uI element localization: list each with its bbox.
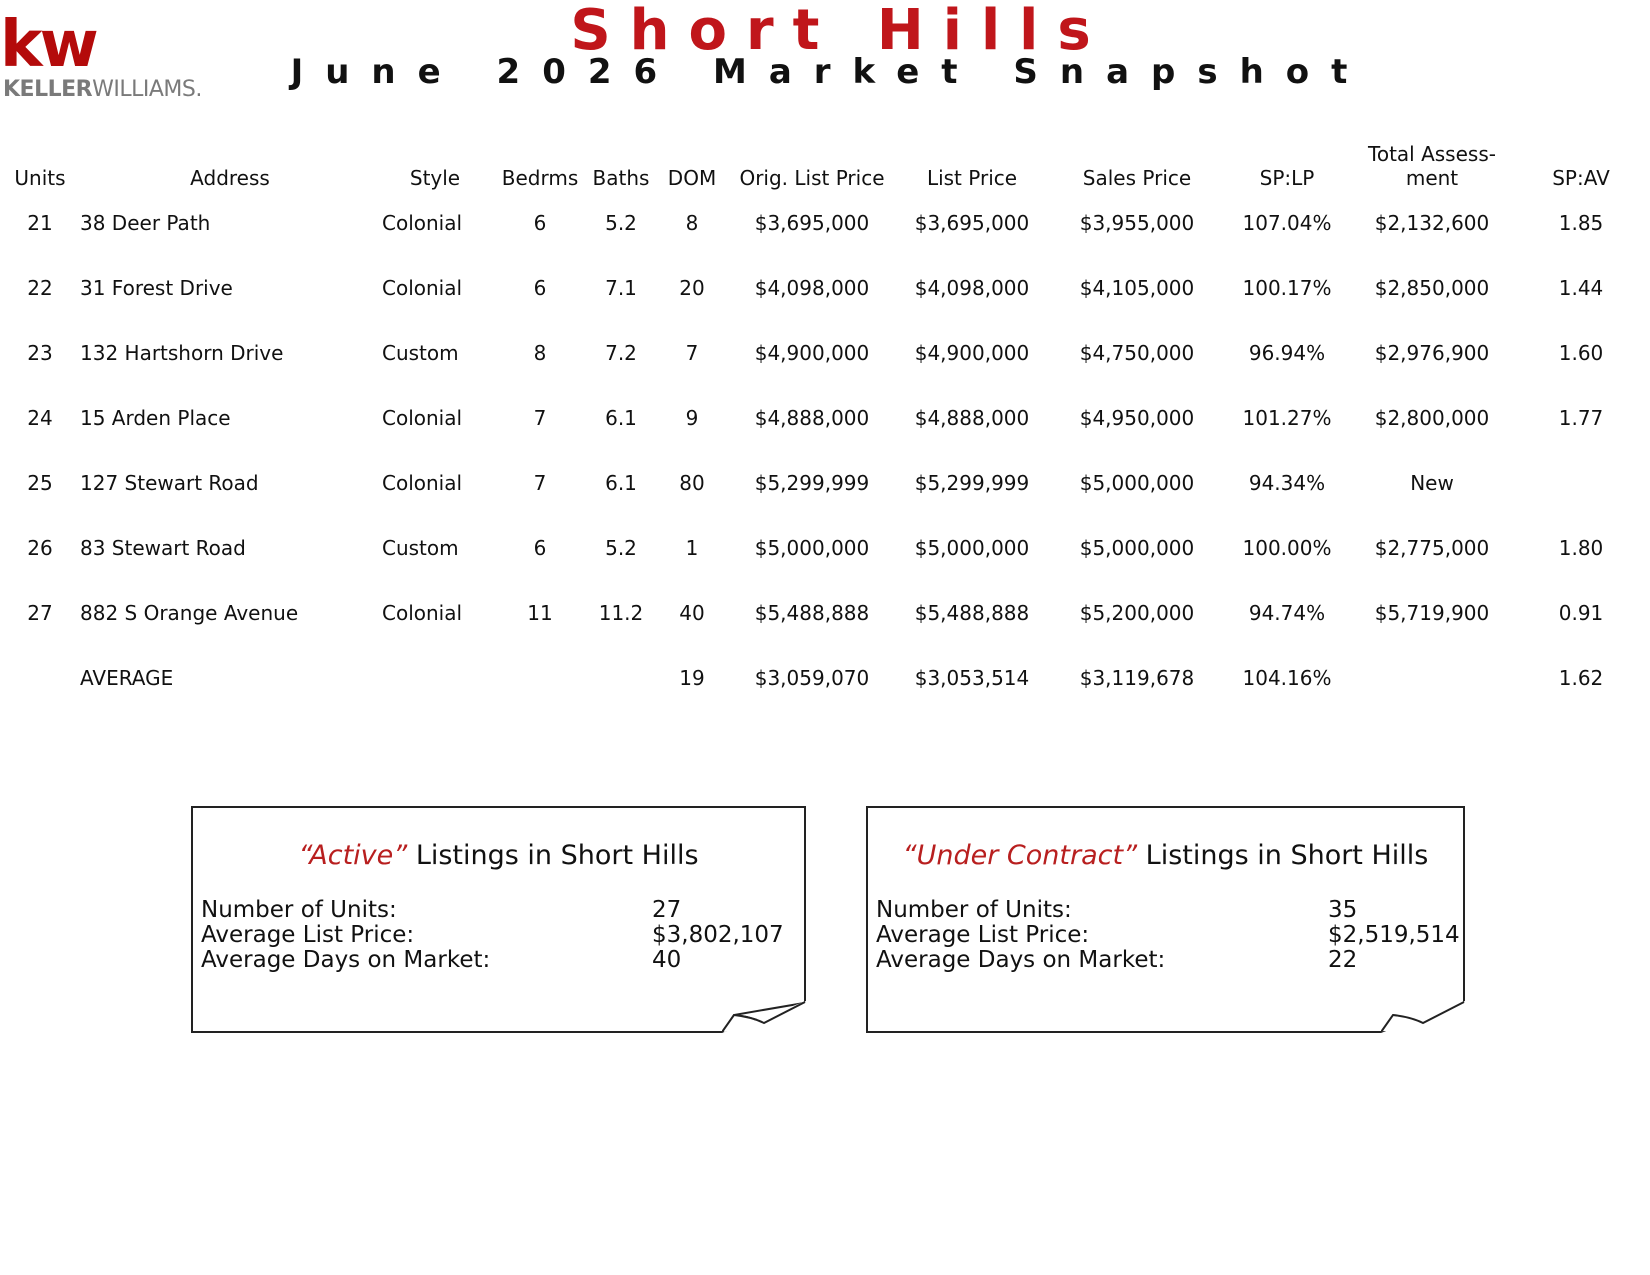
cell-sp-lp: 96.94% [1248,340,1326,365]
logo-word-rest: WILLIAMS. [92,77,202,102]
contract-dom-value: 22 [1328,947,1358,973]
cell-units: 24 [27,405,53,430]
cell-sp-lp: 94.34% [1248,470,1326,495]
average-sp-av: 1.62 [1558,665,1604,690]
cell-list-price: $5,000,000 [914,535,1030,560]
cell-sp-lp: 100.00% [1242,535,1332,560]
cell-sp-av: 1.77 [1558,405,1604,430]
cell-list-price: $3,695,000 [914,210,1030,235]
cell-bedrooms: 7 [533,470,547,495]
table-row [0,580,1650,645]
active-dom-label: Average Days on Market: [201,947,491,973]
cell-sp-av: 1.44 [1558,275,1604,300]
under-contract-listings-title [868,840,1463,871]
cell-orig-list-price: $5,299,999 [754,470,870,495]
sales-table-body [0,190,1650,710]
average-row [0,645,1650,710]
cell-units: 23 [27,340,53,365]
col-header-total-assessment: Total Assess-ment [1368,142,1496,190]
cell-address: 882 S Orange Avenue [80,600,299,625]
cell-sp-lp: 107.04% [1242,210,1332,235]
active-listings-box [191,806,806,1033]
table-header-row [0,138,1650,190]
active-highlight: “Active” [298,840,408,871]
average-address: AVERAGE [80,665,174,690]
col-header-style: Style [409,166,461,190]
cell-baths: 11.2 [598,600,644,625]
cell-orig-list-price: $4,098,000 [754,275,870,300]
cell-total-assessment: $2,976,900 [1374,340,1490,365]
cell-address: 127 Stewart Road [80,470,259,495]
cell-orig-list-price: $3,695,000 [754,210,870,235]
col-header-units: Units [14,166,66,190]
contract-units-label: Number of Units: [876,897,1072,923]
col-header-sp-av: SP:AV [1552,166,1610,190]
cell-bedrooms: 7 [533,405,547,430]
contract-price-value: $2,519,514 [1328,922,1460,948]
contract-units-value: 35 [1328,897,1358,923]
col-header-orig-list-price: Orig. List Price [739,166,885,190]
under-contract-highlight: “Under Contract” [902,840,1138,871]
cell-dom: 8 [685,210,699,235]
kw-logo [0,8,215,114]
cell-units: 27 [27,600,53,625]
cell-baths: 5.2 [605,210,637,235]
cell-style: Colonial [382,405,463,430]
cell-list-price: $4,888,000 [914,405,1030,430]
cell-baths: 7.1 [605,275,637,300]
table-row [0,255,1650,320]
cell-units: 21 [27,210,53,235]
average-style [380,645,490,710]
cell-sp-av: 1.60 [1558,340,1604,365]
cell-total-assessment: $2,775,000 [1374,535,1490,560]
cell-baths: 6.1 [605,470,637,495]
col-header-sp-lp: SP:LP [1259,166,1315,190]
active-units-value: 27 [652,897,682,923]
table-row [0,450,1650,515]
cell-sp-av: 0.91 [1558,600,1604,625]
cell-units: 22 [27,275,53,300]
logo-word-bold: KELLER [3,77,93,102]
cell-list-price: $4,900,000 [914,340,1030,365]
col-header-dom: DOM [667,166,717,190]
cell-address: 132 Hartshorn Drive [80,340,284,365]
cell-list-price: $5,488,888 [914,600,1030,625]
cell-list-price: $5,299,999 [914,470,1030,495]
logo-wordmark [3,78,202,102]
active-price-value: $3,802,107 [652,922,784,948]
cell-style: Colonial [382,210,463,235]
cell-list-price: $4,098,000 [914,275,1030,300]
cell-total-assessment: $2,132,600 [1374,210,1490,235]
under-contract-title-rest: Listings in Short Hills [1137,840,1429,871]
table-row [0,190,1650,255]
cell-bedrooms: 11 [527,600,553,625]
page-title: Short Hills [570,0,1110,63]
cell-bedrooms: 8 [533,340,547,365]
cell-sp-lp: 100.17% [1242,275,1332,300]
cell-bedrooms: 6 [533,210,547,235]
cell-baths: 7.2 [605,340,637,365]
page-subtitle: June 2026 Market Snapshot [290,52,1370,92]
col-header-bedrooms: Bedrms [501,166,579,190]
logo-mark: kw [0,8,96,82]
sales-table [0,138,1650,710]
cell-dom: 20 [679,275,705,300]
cell-baths: 6.1 [605,405,637,430]
cell-baths: 5.2 [605,535,637,560]
cell-total-assessment: $5,719,900 [1374,600,1490,625]
cell-sales-price: $4,750,000 [1079,340,1195,365]
active-price-label: Average List Price: [201,922,415,948]
average-orig-list-price: $3,059,070 [754,665,870,690]
cell-style: Colonial [382,275,463,300]
cell-sales-price: $3,955,000 [1079,210,1195,235]
cell-bedrooms: 6 [533,535,547,560]
active-listings-title [193,840,804,871]
col-header-address: Address [190,166,270,190]
cell-sp-av: 1.85 [1558,210,1604,235]
cell-sales-price: $4,950,000 [1079,405,1195,430]
cell-total-assessment: $2,850,000 [1374,275,1490,300]
average-total-assessment [1352,645,1512,710]
average-bedrooms [490,645,590,710]
cell-dom: 80 [679,470,705,495]
cell-sp-lp: 101.27% [1242,405,1332,430]
average-list-price: $3,053,514 [914,665,1030,690]
contract-price-label: Average List Price: [876,922,1090,948]
cell-total-assessment: New [1410,470,1454,495]
table-row [0,515,1650,580]
cell-dom: 9 [685,405,699,430]
table-row [0,385,1650,450]
active-title-rest: Listings in Short Hills [407,840,699,871]
cell-style: Colonial [382,470,463,495]
table-row [0,320,1650,385]
cell-orig-list-price: $4,900,000 [754,340,870,365]
page-curl-icon [722,1001,806,1033]
page-curl-icon [1381,1001,1465,1033]
cell-address: 83 Stewart Road [80,535,246,560]
cell-sp-lp: 94.74% [1248,600,1326,625]
cell-style: Custom [382,340,459,365]
cell-dom: 1 [685,535,699,560]
col-header-baths: Baths [592,166,650,190]
cell-style: Custom [382,535,459,560]
cell-bedrooms: 6 [533,275,547,300]
cell-total-assessment: $2,800,000 [1374,405,1490,430]
cell-sales-price: $5,000,000 [1079,470,1195,495]
cell-orig-list-price: $5,000,000 [754,535,870,560]
cell-units: 26 [27,535,53,560]
cell-sales-price: $5,200,000 [1079,600,1195,625]
average-sp-lp: 104.16% [1242,665,1332,690]
cell-orig-list-price: $4,888,000 [754,405,870,430]
average-units [0,645,80,710]
cell-sales-price: $4,105,000 [1079,275,1195,300]
cell-dom: 7 [685,340,699,365]
cell-address: 31 Forest Drive [80,275,233,300]
cell-orig-list-price: $5,488,888 [754,600,870,625]
cell-address: 15 Arden Place [80,405,231,430]
average-sales-price: $3,119,678 [1079,665,1195,690]
average-dom: 19 [679,665,705,690]
cell-style: Colonial [382,600,463,625]
average-baths [590,645,652,710]
cell-sp-av [1512,450,1650,515]
active-dom-value: 40 [652,947,682,973]
contract-dom-label: Average Days on Market: [876,947,1166,973]
col-header-sales-price: Sales Price [1082,166,1192,190]
active-units-label: Number of Units: [201,897,397,923]
cell-sp-av: 1.80 [1558,535,1604,560]
cell-address: 38 Deer Path [80,210,211,235]
cell-dom: 40 [679,600,705,625]
col-header-list-price: List Price [926,166,1018,190]
cell-units: 25 [27,470,53,495]
under-contract-listings-box [866,806,1465,1033]
cell-sales-price: $5,000,000 [1079,535,1195,560]
